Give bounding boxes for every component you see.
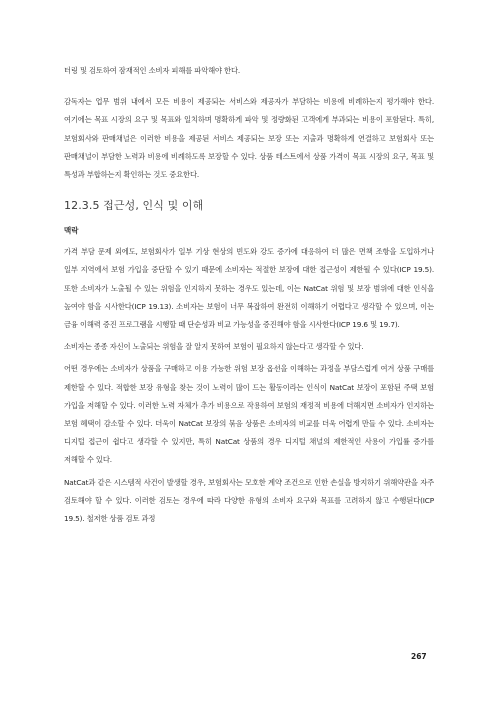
paragraph-intro-1: 터링 및 검토하여 잠재적인 소비자 피해를 파악해야 한다. bbox=[64, 66, 241, 75]
paragraph-body-4: NatCat과 같은 시스템적 사건이 발생할 경우, 보험회사는 모호한 계약 조건으로 인한 손실을 방지하기 위해약관을 자주 검토해야 할 수 있다. 이러한 검토는 경우에 따라 다양한 유형의 소비자 요구와 목표를 고려하지 않고 수행된다(ICP 19.5). 철저한 상품 검토 과정 bbox=[64, 477, 434, 524]
subsection-heading: 맥락 bbox=[64, 226, 79, 236]
paragraph-intro-2: 감독자는 업무 범위 내에서 모든 비용이 제공되는 서비스와 제공자가 부담하는 비용에 비례하는지 평가해야 한다. 여기에는 목표 시장의 요구 및 목표와 일치하며 명확하게 파악 및 정량화된 고객에게 부과되는 비용이 포함된다. 특히, 보험회사와 판매채널은 이러한 비용을 제공된 서비스 제공되는 보장 또는 지출과 명확하게 연결하고 보험회사 또는 판매채널이 부담한 노력과 비용에 비례하도록 보장할 수 있다. 상품 테스트에서 상품 가격이 목표 시장의 요구, 목표 및 특성과 부합하는지 확인하는 것도 중요한다. bbox=[64, 97, 434, 180]
document-page bbox=[64, 62, 434, 532]
paragraph-body-3: 어떤 경우에는 소비자가 상품을 구매하고 이용 가능한 위험 보장 옵션을 이해하는 과정을 부담스럽게 여겨 상품 구매를 제한할 수 있다. 적합한 보장 유형을 찾는 것이 노력이 많이 드는 활동이라는 인식이 NatCat 보장이 포함된 주택 보험 가입을 저해할 수 있다. 이러한 노력 자체가 추가 비용으로 작용하여 보험의 재정적 비용에 더해지면 소비자가 인지하는 보험 혜택이 감소할 수 있다. 더욱이 NatCat 보장의 묶음 상품은 소비자의 비교를 더욱 어렵게 만들 수 있다. 소비자는 디지털 접근이 쉽다고 생각할 수 있지만, 특히 NatCat 상품의 경우 디지털 채널의 제한적인 사용이 가입률 증가를 저해할 수 있다. bbox=[64, 364, 434, 465]
page-number: 267 bbox=[411, 652, 427, 661]
section-heading: 12.3.5 접근성, 인식 및 이해 bbox=[64, 199, 204, 213]
paragraph-body-1: 가격 부담 문제 외에도, 보험회사가 일부 기상 현상의 빈도와 강도 증가에 대응하여 더 많은 면책 조항을 도입하거나 일부 지역에서 보험 가입을 중단할 수 있기 때문에 소비자는 적절한 보장에 대한 접근성이 제한될 수 있다(ICP 19.5). 또한 소비자가 노출될 수 있는 위험을 인지하지 못하는 경우도 있는데, 이는 NatCat 위험 및 보장 범위에 대한 인식을 높여야 함을 시사한다(ICP 19.13). 소비자는 보험이 너무 복잡하여 완전히 이해하기 어렵다고 생각할 수 있으며, 이는 금융 이해력 증진 프로그램을 시행할 때 단순성과 비교 가능성을 증진해야 함을 시사한다(ICP 19.6 및 19.7). bbox=[64, 247, 434, 330]
paragraph-body-2: 소비자는 종종 자신이 노출되는 위험을 잘 알지 못하여 보험이 필요하지 않는다고 생각할 수 있다. bbox=[64, 342, 364, 352]
